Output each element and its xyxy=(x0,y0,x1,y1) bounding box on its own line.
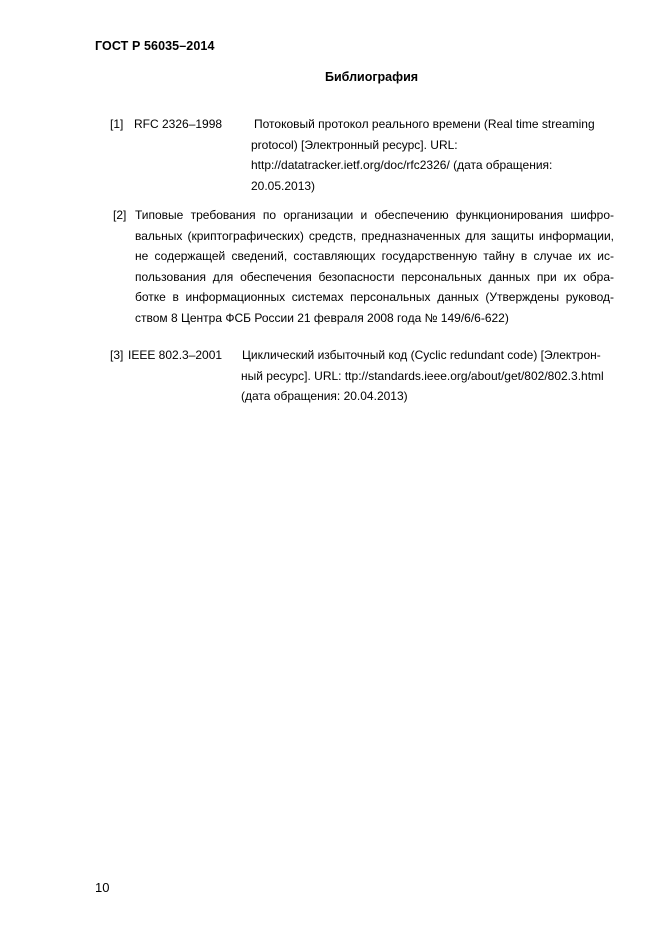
entry-line: Типовые требования по организации и обеспечению функционирования шифро- xyxy=(135,208,614,222)
entry-line: http://datatracker.ietf.org/doc/rfc2326/ (дата обращения: xyxy=(251,158,553,172)
entry-line: (дата обращения: 20.04.2013) xyxy=(241,389,408,403)
entry-description xyxy=(113,205,614,328)
entry-line: вальных (криптографических) средств, предназначенных для защиты информации, xyxy=(135,228,614,243)
entry-line: не содержащей сведений, составляющих государственную тайну в случае их ис- xyxy=(135,249,614,263)
entry-code: IEEE 802.3–2001 xyxy=(128,348,223,362)
entry-description xyxy=(241,345,615,407)
entry-number: [2] xyxy=(113,208,127,222)
bibliography-entry-1 xyxy=(110,114,620,198)
entry-line: Циклический избыточный код (Cyclic redundant code) [Электрон- xyxy=(242,348,601,362)
entry-line: protocol) [Электронный ресурс]. URL: xyxy=(251,137,458,152)
standard-designation: ГОСТ Р 56035–2014 xyxy=(95,39,215,53)
entry-line: пользования для обеспечения безопасности персональных данных при их обра- xyxy=(135,269,614,284)
entry-number: [1] xyxy=(110,117,124,131)
entry-description xyxy=(251,114,611,196)
entry-number: [3] xyxy=(110,348,124,362)
entry-code: RFC 2326–1998 xyxy=(134,117,223,131)
entry-line: ботке в информационных системах персональных данных (Утверждены руковод- xyxy=(135,290,614,304)
entry-line: 20.05.2013) xyxy=(251,178,316,193)
page-number: 10 xyxy=(95,880,110,895)
entry-line: ством 8 Центра ФСБ России 21 февраля 2008 года № 149/6/6-622) xyxy=(135,310,509,325)
bibliography-title: Библиография xyxy=(325,70,419,84)
entry-line: Потоковый протокол реального времени (Real time streaming xyxy=(254,117,595,131)
entry-line: ный ресурс]. URL: ttp://standards.ieee.org/about/get/802/802.3.html xyxy=(241,368,604,383)
